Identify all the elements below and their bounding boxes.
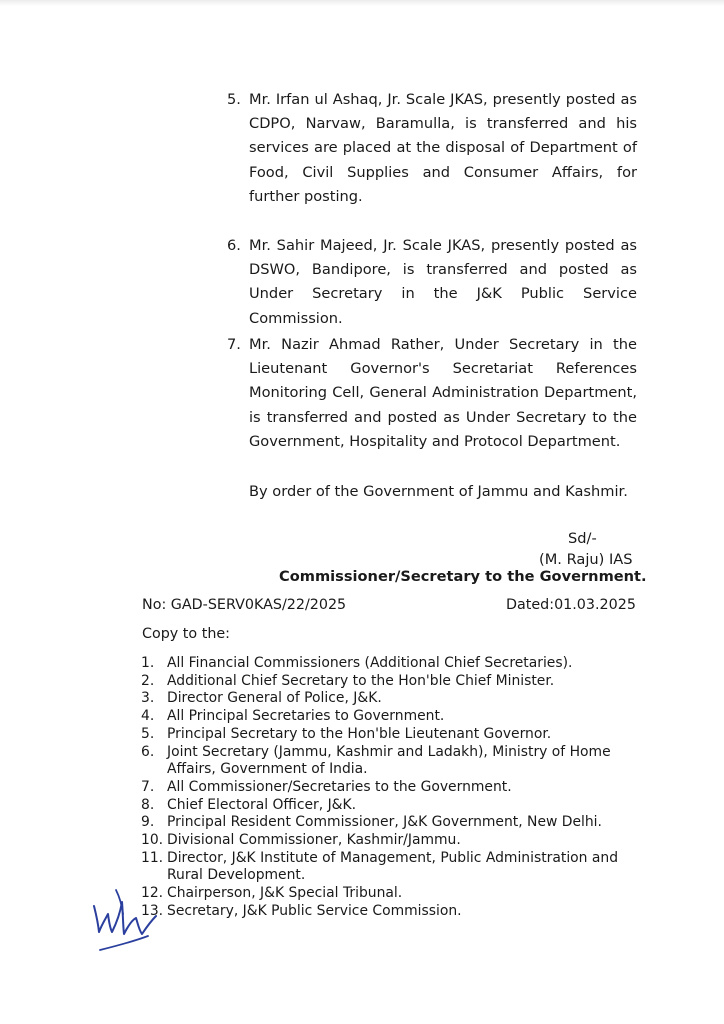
list-item-text: Secretary, J&K Public Service Commission. — [167, 902, 462, 919]
list-item — [141, 903, 637, 921]
copy-to-list — [141, 655, 637, 921]
list-item-number: 10. — [141, 832, 164, 849]
handwritten-initials-signature — [86, 884, 164, 956]
paragraph-number: 7. — [227, 336, 241, 353]
list-item — [141, 814, 637, 832]
list-item-number: 13. — [141, 902, 164, 919]
list-item — [141, 708, 637, 726]
list-item-number: 8. — [141, 796, 155, 813]
list-item-number: 7. — [141, 778, 155, 795]
paragraph-number: 5. — [227, 91, 241, 108]
signed-mark: Sd/- — [568, 530, 597, 547]
list-item — [141, 832, 637, 850]
list-item — [141, 779, 637, 797]
paragraph-text: Mr. Sahir Majeed, Jr. Scale JKAS, presently posted as DSWO, Bandipore, is transferred and posted as Under Secretary in the J&K Public Service Commission. — [249, 237, 637, 327]
list-item-text: All Commissioner/Secretaries to the Government. — [167, 778, 512, 795]
copy-to-heading: Copy to the: — [142, 626, 230, 642]
list-item-text: Additional Chief Secretary to the Hon'ble Chief Minister. — [167, 672, 555, 689]
reference-number: No: GAD-SERV0KAS/22/2025 — [142, 597, 347, 613]
list-item — [141, 690, 637, 708]
list-item-text: Director, J&K Institute of Management, Public Administration and Rural Development. — [167, 849, 619, 884]
order-paragraph-5 — [227, 88, 637, 209]
signatory-name: (M. Raju) IAS — [539, 551, 633, 568]
paragraph-number: 6. — [227, 237, 241, 254]
list-item — [141, 655, 637, 673]
order-paragraph-7 — [227, 333, 637, 454]
list-item-text: All Financial Commissioners (Additional Chief Secretaries). — [167, 655, 573, 671]
order-paragraph-6 — [227, 234, 637, 331]
list-item-text: Joint Secretary (Jammu, Kashmir and Ladakh), Ministry of Home Affairs, Government of India. — [167, 743, 611, 778]
list-item-text: Divisional Commissioner, Kashmir/Jammu. — [167, 832, 461, 849]
list-item-number: 6. — [141, 743, 155, 760]
list-item-number: 4. — [141, 708, 155, 725]
paragraph-text: Mr. Nazir Ahmad Rather, Under Secretary in the Lieutenant Governor's Secretariat References Monitoring Cell, General Administration Department, is transferred and posted as Under Secretary to the Government, Hospitality and Protocol Department. — [249, 336, 637, 450]
list-item-text: All Principal Secretaries to Government. — [167, 708, 445, 725]
list-item-text: Chairperson, J&K Special Tribunal. — [167, 885, 403, 902]
list-item-text: Director General of Police, J&K. — [167, 690, 382, 707]
paragraph-text: Mr. Irfan ul Ashaq, Jr. Scale JKAS, presently posted as CDPO, Narvaw, Baramulla, is transferred and his services are placed at the disposal of Department of Food, Civil Supplies and Consumer Affairs, for further posting. — [249, 91, 637, 205]
list-item-number: 5. — [141, 725, 155, 742]
list-item-number: 3. — [141, 690, 155, 707]
list-item-text: Chief Electoral Officer, J&K. — [167, 796, 357, 813]
list-item-number: 9. — [141, 814, 155, 831]
list-item-number: 12. — [141, 885, 164, 902]
list-item-number: 11. — [141, 849, 164, 866]
signatory-title: Commissioner/Secretary to the Government. — [279, 568, 647, 585]
list-item — [141, 850, 637, 885]
list-item-number: 2. — [141, 672, 155, 689]
list-item — [141, 744, 637, 779]
list-item — [141, 797, 637, 815]
reference-date: Dated:01.03.2025 — [506, 597, 636, 613]
list-item-number: 1. — [141, 655, 155, 671]
list-item-text: Principal Secretary to the Hon'ble Lieutenant Governor. — [167, 725, 552, 742]
list-item-text: Principal Resident Commissioner, J&K Government, New Delhi. — [167, 814, 602, 831]
by-order-line: By order of the Government of Jammu and Kashmir. — [249, 483, 628, 500]
page-top-edge — [0, 0, 724, 6]
list-item — [141, 673, 637, 691]
list-item — [141, 885, 637, 903]
list-item — [141, 726, 637, 744]
